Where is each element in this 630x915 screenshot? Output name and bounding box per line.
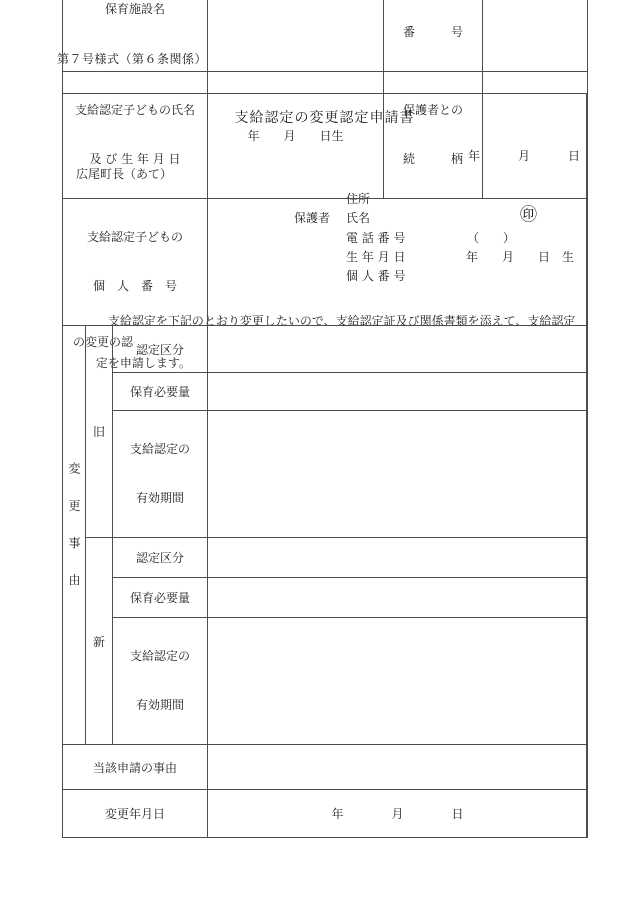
old-category-label: 認定区分: [136, 342, 185, 357]
new-care-amount-label: 保育必要量: [130, 591, 191, 605]
old-valid-period-label-line2: 有効期間: [136, 491, 185, 505]
old-care-amount-label-cell: [113, 373, 208, 411]
new-category-label-cell: [113, 538, 208, 578]
phone-label: 電 話 番 号: [346, 231, 406, 245]
new-valid-period-label-line2: 有効期間: [136, 698, 185, 712]
old-category-label-cell: [113, 326, 208, 373]
addressee: 広尾町長（あて）: [76, 167, 173, 181]
relation-label-line2: 続 柄: [403, 152, 464, 166]
new-label: 新: [92, 634, 105, 649]
cert-number-label-cell: [384, 0, 483, 72]
change-date-value: 年 月 日: [331, 807, 464, 821]
facility-value-cell: [208, 0, 384, 72]
guardian-birthdate-value: 年 月 日 生: [466, 250, 575, 264]
new-care-amount-label-cell: [113, 578, 208, 618]
form-title: 支給認定の変更認定申請書: [234, 110, 415, 126]
relation-value-cell: [483, 72, 588, 199]
application-reason-label: 当該申請の事由: [93, 760, 178, 775]
old-label-cell: [86, 326, 113, 538]
application-table: [62, 0, 588, 838]
cert-number-value-cell: [483, 0, 588, 72]
old-care-amount-label: 保育必要量: [130, 385, 191, 399]
new-valid-period-label-line1: 支給認定の: [130, 649, 191, 663]
application-reason-label-cell: [63, 745, 208, 790]
form-number: 第７号様式（第６条関係）: [57, 52, 208, 66]
guardian-role-label: 保護者: [294, 211, 331, 225]
guardian-name-label: 氏名: [346, 211, 371, 225]
child-number-label-line1: 支給認定子どもの: [87, 230, 184, 244]
phone-value-parens: （ ）: [467, 231, 516, 245]
address-label: 住所: [346, 192, 371, 206]
new-category-label: 認定区分: [136, 551, 185, 565]
application-reason-value-cell: [208, 745, 588, 790]
old-valid-period-label-line1: 支給認定の: [130, 442, 191, 456]
declaration-line-1: 支給認定を下記のとおり変更したいので、支給認定証及び関係書類を添えて、支給認定の変更の認: [73, 314, 576, 349]
cert-number-label-line2: 番 号: [403, 25, 464, 39]
child-name-label-line1: 支給認定子どもの氏名: [75, 103, 196, 117]
seal-stamp-icon: ㊞: [520, 205, 537, 225]
child-name-label-cell: [63, 72, 208, 199]
change-date-label-cell: [63, 790, 208, 838]
date-day-label: 日: [567, 149, 580, 163]
new-care-amount-value-cell: [208, 578, 588, 618]
new-category-value-cell: [208, 538, 588, 578]
old-valid-period-value-cell: [208, 411, 588, 538]
change-date-value-cell: [208, 790, 588, 838]
child-number-label-line2: 個 人 番 号: [93, 279, 178, 293]
new-valid-period-label-cell: [113, 618, 208, 745]
new-label-cell: [86, 538, 113, 745]
relation-label-cell: [384, 72, 483, 199]
change-section-label-cell: [63, 326, 86, 745]
child-name-label-line2: 及 び 生 年 月 日: [89, 152, 181, 166]
personal-number-label: 個 人 番 号: [346, 269, 406, 283]
date-month-label: 月: [517, 149, 530, 163]
relation-label-line1: 保護者との: [403, 103, 464, 117]
date-year-label: 年: [467, 149, 480, 163]
declaration-line-2: 定を申請します。: [95, 356, 191, 370]
child-number-label-cell: [63, 199, 208, 326]
old-label: 旧: [92, 425, 105, 439]
facility-label-cell: [63, 0, 208, 72]
guardian-birthdate-label: 生 年 月 日: [346, 250, 406, 264]
change-date-label: 変更年月日: [105, 807, 166, 821]
old-valid-period-label-cell: [113, 411, 208, 538]
child-birthdate-value-cell: [208, 72, 384, 199]
facility-label: 保育施設名: [105, 1, 166, 16]
old-care-amount-value-cell: [208, 373, 588, 411]
old-category-value-cell: [208, 326, 588, 373]
child-birthdate-value: 年 月 日生: [247, 128, 344, 143]
change-section-label: 変更事由: [67, 462, 81, 611]
child-number-value-cell: [208, 199, 588, 326]
new-valid-period-value-cell: [208, 618, 588, 745]
